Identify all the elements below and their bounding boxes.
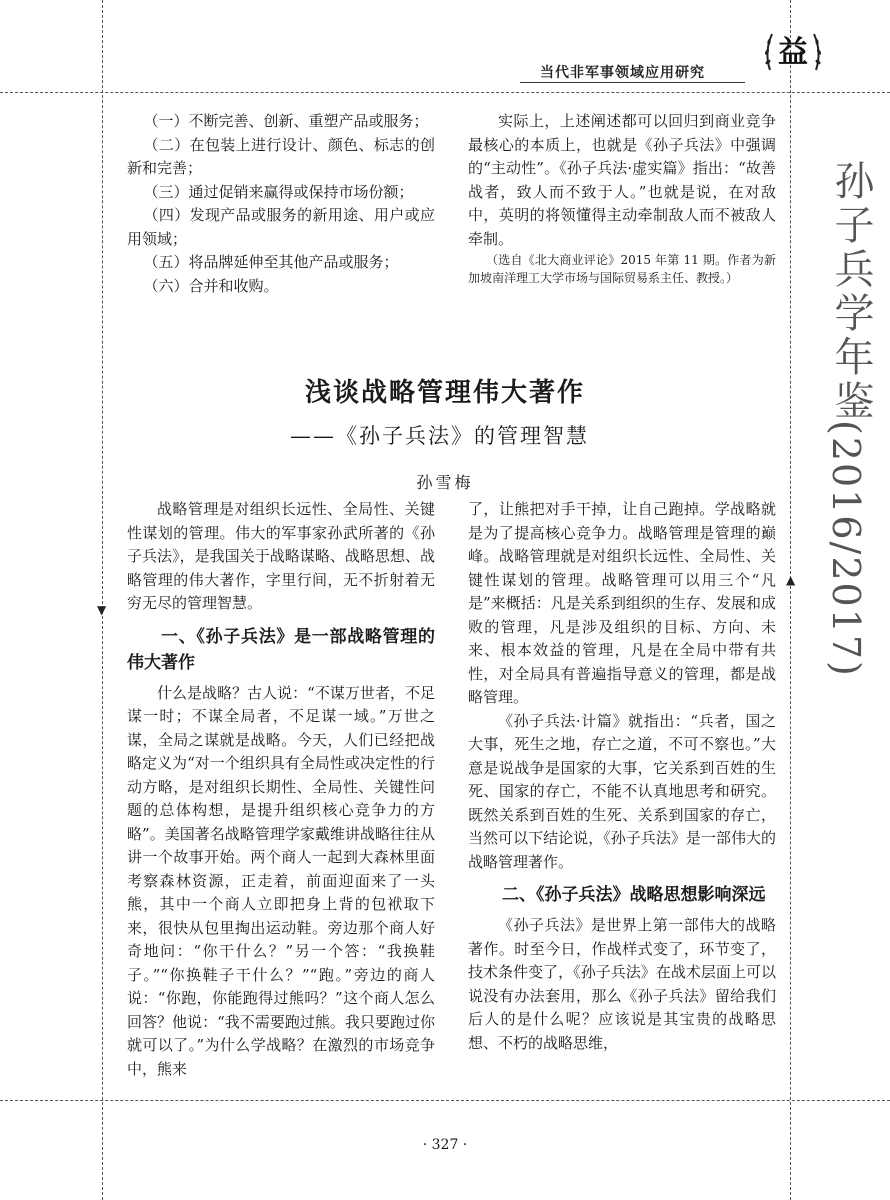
page-number: · 327 ·: [422, 1137, 468, 1153]
prev-article-conclusion-block: [468, 110, 776, 287]
section1-paragraph: 什么是战略？古人说：“不谋万世者，不足谋一时；不谋全局者，不足谋一域。”万世之谋，全局之谋就是战略。今天，人们已经把战略定义为“对一个组织具有全局性或决定性的行动方略，是对组织长期性、全局性、关键性问题的总体构想，是提升组织核心竞争力的方略”。美国著名战略管理学家戴维讲战略往往从讲一个故事开始。两个商人一起到大森林里面考察森林资源，正走着，前面迎面来了一头熊，其中一个商人立即把身上背的包袱取下来，很快从包里掏出运动鞋。旁边那个商人好奇地问：“你干什么？”另一个答：“我换鞋子。”“你换鞋子干什么？”“跑。”旁边的商人说：“你跑，你能跑得过熊吗？”这个商人怎么回答？他说：“我不需要跑过熊。我只要跑过你就可以了。”为什么学战略？在激烈的市场竞争中，熊来: [127, 683, 435, 1078]
prev-article-source-note: （选自《北大商业评论》2015 年第 11 期。作者为新加坡南洋理工大学市场与国际贸易系主任、教授。）: [468, 253, 776, 285]
yearbook-logo: [760, 18, 826, 84]
section2-paragraph: 《孙子兵法》是世界上第一部伟大的战略著作。时至今日，作战样式变了，环节变了，技术条件变了，《孙子兵法》在战术层面上可以说没有办法套用，那么《孙子兵法》留给我们后人的是什么呢？应该说是其宝贵的战略思想、不朽的战略思维，: [468, 916, 776, 1052]
up-arrow-marker: ▲: [786, 573, 796, 587]
section1-paragraph-2: 《孙子兵法·计篇》就指出：“兵者，国之大事，死生之地，存亡之道，不可不察也。”大意是说战争是国家的大事，它关系到百姓的生死、国家的存亡，不能不认真地思考和研究。既然关系到百姓的生死、关系到国家的存亡，当然可以下结论说，《孙子兵法》是一部伟大的战略管理著作。: [468, 711, 776, 871]
side-year: (2016/2017): [824, 420, 868, 678]
top-dashed-rule: [0, 92, 890, 93]
prev-article-list: [127, 110, 435, 298]
list-item: （五）将品牌延伸至其他产品或服务；: [143, 253, 399, 271]
left-dashed-rule: [102, 0, 103, 1200]
logo-glyph: 益: [778, 35, 808, 70]
article-intro-paragraph: 战略管理是对组织长远性、全局性、关键性谋划的管理。伟大的军事家孙武所著的《孙子兵法》，是我国关于战略谋略、战略思想、战略管理的伟大著作，字里行间，无不折射着无穷无尽的管理智慧。: [127, 500, 435, 612]
down-arrow-marker: ▼: [97, 603, 107, 617]
article-left-column: [127, 498, 435, 1081]
bottom-dashed-rule: [0, 1100, 890, 1101]
right-dashed-rule: [790, 0, 791, 1200]
list-item: （二）在包装上进行设计、颜色、标志的创新和完善；: [127, 135, 435, 177]
list-item: （四）发现产品或服务的新用途、用户或应用领域；: [127, 206, 435, 248]
running-header-title: 当代非军事领域应用研究: [540, 65, 705, 81]
list-item: （一）不断完善、创新、重塑产品或服务；: [143, 112, 429, 130]
section1-continuation-paragraph: 了，让熊把对手干掉，让自己跑掉。学战略就是为了提高核心竞争力。战略管理是管理的巅峰。战略管理就是对组织长远性、全局性、关键性谋划的管理。战略管理可以用三个“凡是”来概括：凡是关系到组织的生存、发展和成败的管理，凡是涉及组织的目标、方向、未来、根本效益的管理，凡是在全局中带有共性，对全局具有普遍指导意义的管理，都是战略管理。: [468, 500, 776, 706]
prev-article-conclusion: 实际上，上述阐述都可以回归到商业竞争最核心的本质上，也就是《孙子兵法》中强调的“主动性”。《孙子兵法·虚实篇》指出：“故善战者，致人而不致于人。”也就是说，在对敌中，英明的将领懂得主动牵制敌人而不被敌人牵制。: [468, 112, 776, 248]
list-item: （六）合并和收购。: [143, 276, 279, 295]
side-book-title: 孙子兵学年鉴: [828, 160, 874, 424]
section2-heading: 二、《孙子兵法》战略思想影响深远: [502, 885, 766, 905]
article-right-column: [468, 498, 776, 1055]
header-rule: [520, 82, 745, 83]
section1-heading: 一、《孙子兵法》是一部战略管理的伟大著作: [127, 626, 435, 673]
article-title: 浅谈战略管理伟大著作: [304, 378, 585, 408]
article-author: 孙雪梅: [416, 473, 474, 492]
list-item: （三）通过促销来赢得或保持市场份额；: [143, 182, 414, 201]
article-subtitle: ——《孙子兵法》的管理智慧: [290, 424, 589, 448]
